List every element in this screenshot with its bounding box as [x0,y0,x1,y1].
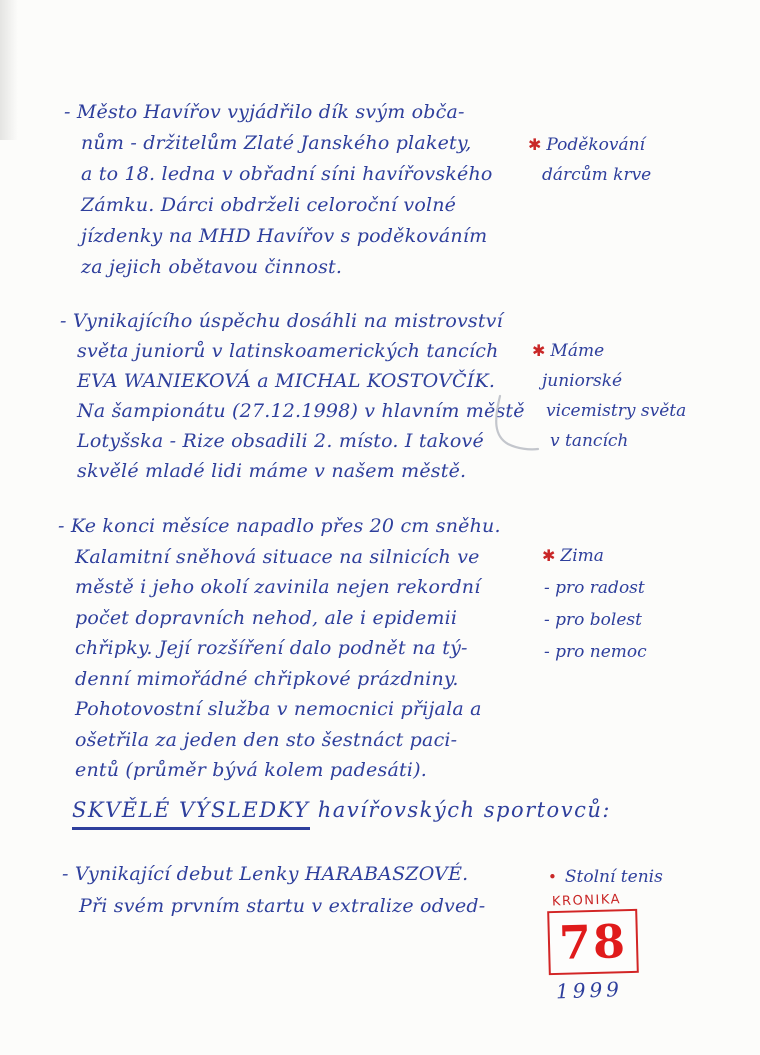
paragraph-dance-champions [60,306,525,486]
handwritten-line: EVA WANIEKOVÁ a MICHAL KOSTOVČÍK. [77,370,496,392]
handwritten-line: a to 18. ledna v obřadní síni havířovského [81,163,493,185]
margin-note-blood-donors [528,130,651,190]
handwritten-line: světa juniorů v latinskoamerických tancích [77,340,499,362]
margin-note-line [550,426,686,456]
handwritten-line: skvělé mladé lidi máme v našem městě. [77,460,467,482]
handwritten-line: Kalamitní sněhová situace na silnicích ve [75,545,480,568]
margin-note-line [542,540,647,572]
handwritten-line: městě i jeho okolí zavinila nejen rekordní [75,576,481,598]
stamp-page-number-box [547,909,639,975]
paragraph-blood-donors [64,97,493,283]
heading-underlined-text: SKVĚLÉ VÝSLEDKY [72,798,310,830]
margin-note-table-tennis [548,862,663,892]
handwritten-line: denní mimořádné chřipkové prázdniny. [75,667,459,690]
handwritten-line: ošetřila za jeden den sto šestnáct paci- [75,728,458,751]
paragraph-table-tennis-debut [62,858,485,922]
asterisk-icon: ✱ [542,546,556,565]
handwritten-line: chřipky. Její rozšíření dalo podnět na tý- [75,637,468,659]
handwritten-line: Lotyšska - Rize obsadili 2. místo. I takové [77,430,484,452]
handwritten-line: Na šampionátu (27.12.1998) v hlavním městě [77,400,525,422]
margin-note-line [542,160,651,190]
handwritten-line: nům - držitelům Zlaté Janského plakety, [81,132,472,154]
margin-note-line [532,336,686,366]
margin-note-line [544,572,647,604]
handwritten-line: - Ke konci měsíce napadlo přes 20 cm sněhu. [58,515,501,537]
handwritten-line: počet dopravních nehod, ale i epidemii [75,606,458,629]
scan-edge-artifact [0,0,18,140]
paragraph-winter-calamity [58,511,501,786]
margin-note-line [544,604,647,636]
handwritten-line: Zámku. Dárci obdrželi celoroční volné [81,194,457,216]
handwritten-line: - Vynikající debut Lenky HARABASZOVÉ. [62,863,469,885]
margin-note-text: - pro nemoc [544,642,647,662]
margin-note-text: v tancích [550,431,629,451]
margin-note-text: - pro bolest [544,610,642,630]
handwritten-line: jízdenky na MHD Havířov s poděkováním [81,225,488,247]
bullet-icon: • [548,868,557,886]
asterisk-icon: ✱ [528,135,542,154]
margin-note-text: Máme [550,341,605,361]
margin-note-text: Zima [560,546,604,566]
stamp-year: 1999 [555,977,624,1004]
handwritten-line: Při svém prvním startu v extralize odved- [79,895,486,917]
margin-note-text: Poděkování [546,135,645,155]
margin-note-line [528,130,651,160]
margin-note-text: Stolní tenis [564,867,663,887]
handwritten-line: - Vynikajícího úspěchu dosáhli na mistrovství [60,310,503,332]
section-heading-sport-results [72,798,611,830]
margin-note-text: juniorské [542,371,623,391]
margin-note-dance-champions [532,336,686,456]
heading-rest-text: havířovských sportovců: [309,798,611,822]
handwritten-line: entů (průměr bývá kolem padesáti). [75,759,427,781]
stamp-title: KRONIKA [551,892,622,910]
chronicle-stamp [548,893,638,1002]
handwritten-line: - Město Havířov vyjádřilo dík svým obča- [64,101,465,123]
asterisk-icon: ✱ [532,341,546,360]
margin-note-text: vicemistry světa [546,401,687,421]
margin-note-line [546,396,686,426]
margin-note-winter [542,540,647,668]
margin-note-line [542,366,686,396]
stamp-page-number: 78 [558,914,628,970]
margin-note-text: - pro radost [544,578,645,598]
handwritten-line: Pohotovostní služba v nemocnici přijala a [75,698,482,720]
margin-note-line [544,636,647,668]
handwritten-line: za jejich obětavou činnost. [81,256,343,278]
margin-note-line [548,862,663,892]
margin-note-text: dárcům krve [542,165,652,185]
